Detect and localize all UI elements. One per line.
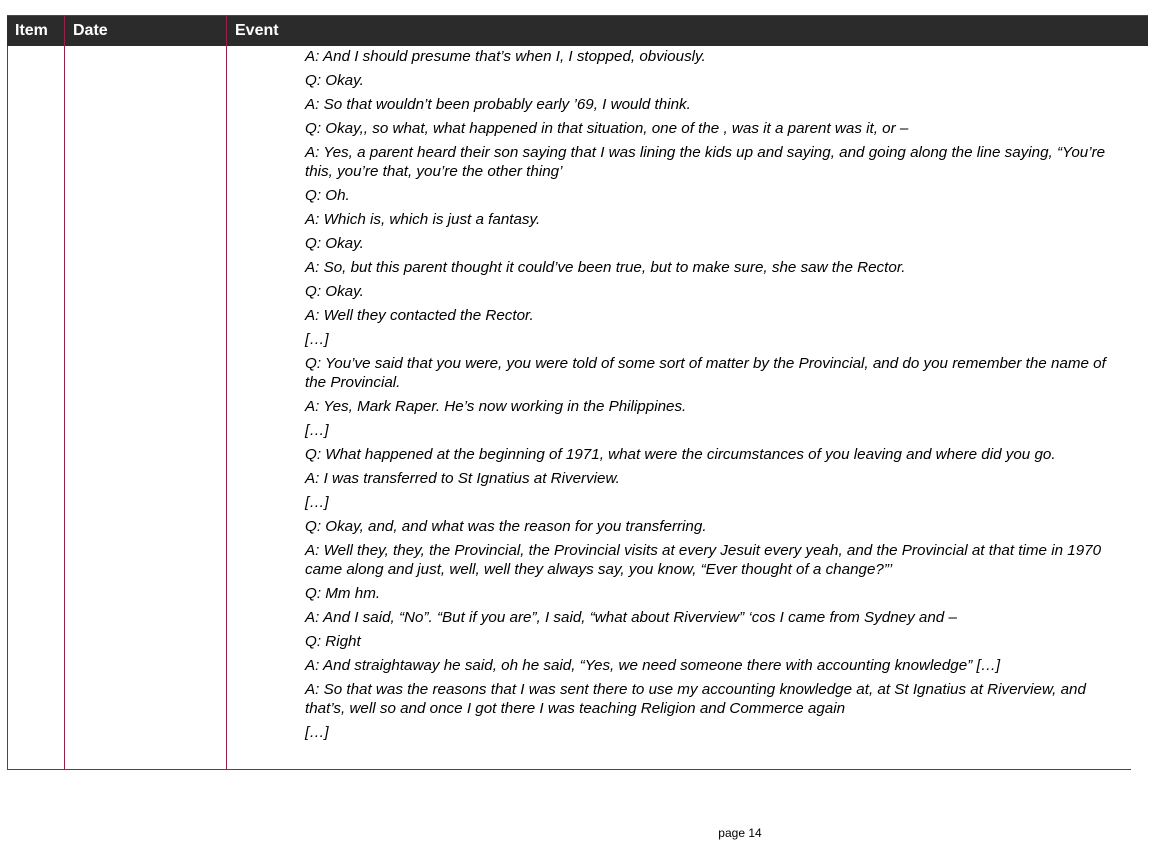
- transcript-line: Q: Okay,, so what, what happened in that situation, one of the , was it a parent was it, or –: [305, 120, 909, 137]
- transcript-line: […]: [305, 494, 329, 511]
- table-row: [7, 46, 1148, 770]
- transcript-line: A: Which is, which is just a fantasy.: [305, 211, 541, 228]
- table-header: [7, 15, 1148, 46]
- transcript-line: Q: Okay, and, and what was the reason for you transferring.: [305, 518, 707, 535]
- header-event: Event: [226, 16, 1148, 46]
- transcript-line: Q: Okay.: [305, 235, 364, 252]
- transcript-line: Q: Okay.: [305, 283, 364, 300]
- transcript-line: Q: Mm hm.: [305, 585, 381, 602]
- transcript-line: A: So that wouldn’t been probably early ’69, I would think.: [305, 96, 691, 113]
- transcript-line: A: Well they contacted the Rector.: [305, 307, 534, 324]
- transcript-line: A: Yes, Mark Raper. He’s now working in the Philippines.: [305, 398, 687, 415]
- page-number: page 14: [718, 826, 762, 840]
- transcript-line: A: Well they, they, the Provincial, the Provincial visits at every Jesuit every yeah, and the Provincial at that time in 1970 came along and just, well, well they always say, you know, “Ever thought of a change?”’: [305, 542, 1102, 578]
- transcript-line: Q: What happened at the beginning of 1971, what were the circumstances of you leaving and where did you go.: [305, 446, 1056, 463]
- header-date: Date: [64, 16, 226, 46]
- column-divider: [226, 46, 227, 770]
- transcript-line: Q: Okay.: [305, 72, 364, 89]
- transcript-line: Q: You’ve said that you were, you were told of some sort of matter by the Provincial, and do you remember the name of the Provincial.: [305, 355, 1106, 391]
- transcript-line: A: And I should presume that’s when I, I stopped, obviously.: [305, 48, 706, 65]
- transcript-line: A: So that was the reasons that I was sent there to use my accounting knowledge at, at St Ignatius at Riverview, and that’s, well so and once I got there I was teaching Religion and Commerce again: [305, 681, 1086, 717]
- transcript-line: A: And I said, “No”. “But if you are”, I said, “what about Riverview” ‘cos I came from Sydney and –: [305, 609, 957, 626]
- transcript-line: […]: [305, 331, 329, 348]
- transcript-line: Q: Right: [305, 633, 361, 650]
- transcript-line: A: So, but this parent thought it could’ve been true, but to make sure, she saw the Rector.: [305, 259, 906, 276]
- transcript-line: A: And straightaway he said, oh he said, “Yes, we need someone there with accounting knowledge” […]: [305, 657, 1001, 674]
- event-cell: [305, 47, 1125, 747]
- column-divider: [64, 46, 65, 770]
- transcript-line: Q: Oh.: [305, 187, 350, 204]
- row-divider: [7, 769, 1131, 770]
- column-divider: [7, 46, 8, 770]
- transcript-line: A: I was transferred to St Ignatius at Riverview.: [305, 470, 620, 487]
- transcript-line: […]: [305, 422, 329, 439]
- transcript-line: A: Yes, a parent heard their son saying that I was lining the kids up and saying, and going along the line saying, “You’re this, you’re that, you’re the other thing’: [305, 144, 1106, 180]
- header-item: Item: [15, 22, 48, 39]
- transcript-table: [7, 15, 1148, 770]
- transcript-line: […]: [305, 724, 329, 741]
